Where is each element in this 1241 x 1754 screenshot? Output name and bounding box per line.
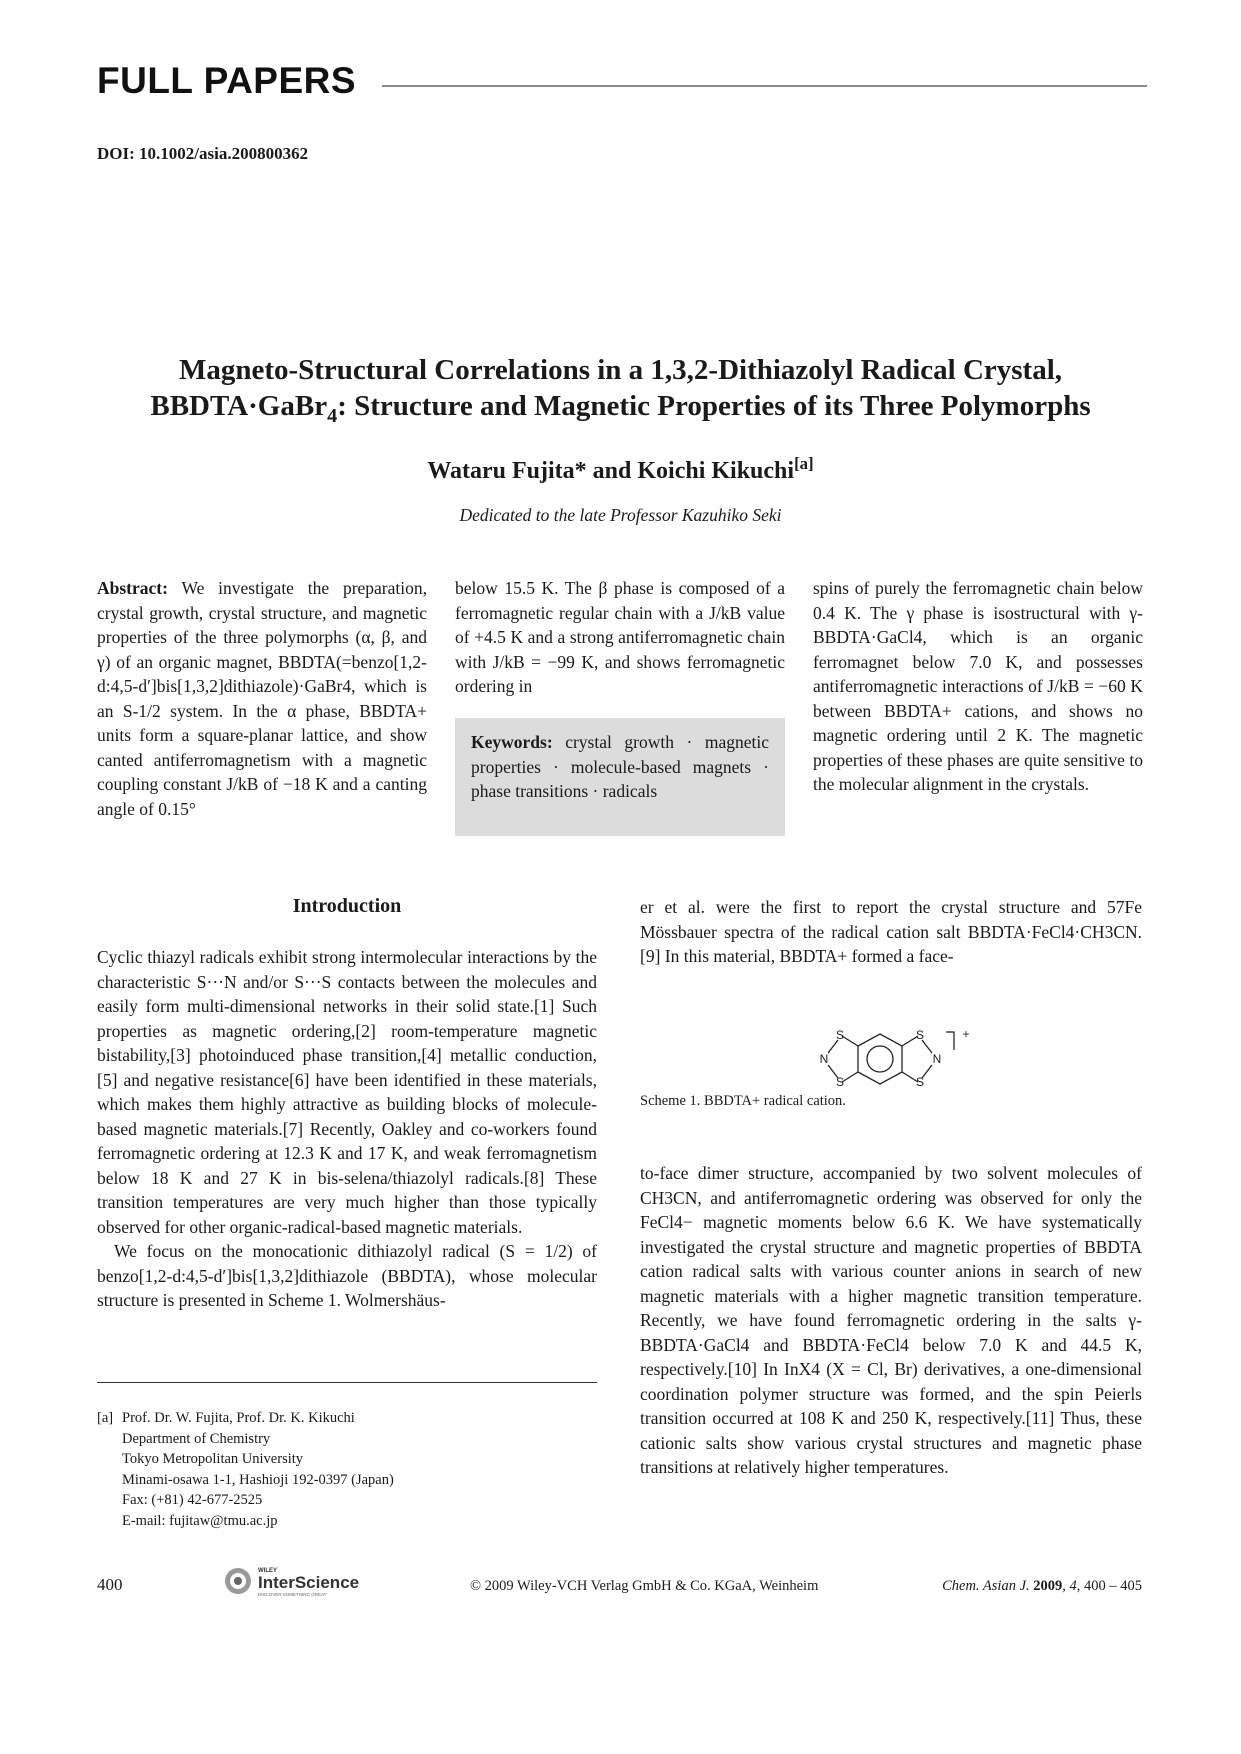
authors (60, 454, 1181, 485)
intro-paragraph-1: Cyclic thiazyl radicals exhibit strong intermolecular interactions by the characteristic S···N and/or S···S contacts between the molecules and easily form multi-dimensional networks in their solid state.[1] Such properties as magnetic ordering,[2] room-temperature magnetic bistability,[3] photoinduced phase transition,[4] metallic conduction,[5] and negative resistance[6] have been identified in these materials, which makes them highly attractive as building blocks of molecule-based magnetic materials.[7] Recently, Oakley and co-workers found ferromagnetic ordering at 12.3 K and 17 K, and weak ferromagnetism below 18 K and 27 K in bis-selena/thiazolyl radicals.[8] These transition temperatures are very much higher than those typically observed for other organic-radical-based magnetic materials. (97, 947, 597, 1237)
atom-label: N (819, 1052, 829, 1066)
introduction-column-1 (97, 945, 597, 1313)
keyword-item: radicals (602, 781, 658, 801)
charge-label: + (962, 1027, 970, 1041)
journal-year: 2009 (1033, 1578, 1063, 1594)
logo-main-text: InterScience (258, 1573, 360, 1592)
atom-label: S (835, 1075, 845, 1089)
header-rule (382, 85, 1147, 87)
logo-tagline: DISCOVER SOMETHING GREAT (258, 1592, 327, 1597)
author-affiliation-mark: [a] (794, 454, 814, 473)
copyright: © 2009 Wiley-VCH Verlag GmbH & Co. KGaA, Weinheim (470, 1578, 819, 1594)
title-subscript: 4 (327, 404, 338, 427)
keyword-item: magnetic properties (471, 732, 770, 777)
abstract-text-2: below 15.5 K. The β phase is composed of a ferromagnetic regular chain with a J/kB value of +4.5 K and a strong antiferromagnetic chain with J/kB = −99 K, and shows ferromagnetic ordering in (455, 578, 785, 696)
abstract-text-1: We investigate the preparation, crystal growth, crystal structure, and magnetic properties of the three polymorphs (α, β, and γ) of an organic magnet, BBDTA(=benzo[1,2-d:4,5-d′]bis[1,3,2]dithiazole)·GaBr4, which is an S-1/2 system. In the α phase, BBDTA+ units form a square-planar lattice, and show canted antiferromagnetism with a magnetic coupling constant J/kB of −18 K and a canting angle of 0.15° (97, 578, 427, 819)
page-number: 400 (97, 1575, 123, 1594)
dedication: Dedicated to the late Professor Kazuhiko Seki (459, 505, 782, 525)
title-line-2a: BBDTA·GaBr (150, 390, 328, 422)
title-line-2b: : Structure and Magnetic Properties of its Three Polymorphs (337, 390, 1091, 422)
journal-pages: , 400 – 405 (1076, 1578, 1142, 1594)
journal-reference: Chem. Asian J. 2009, 4, 400 – 405 (942, 1578, 1142, 1594)
footnote-line: Prof. Dr. W. Fujita, Prof. Dr. K. Kikuchi (122, 1410, 355, 1426)
abstract-label: Abstract: (97, 578, 168, 598)
title-line-1: Magneto-Structural Correlations in a 1,3,2-Dithiazolyl Radical Crystal, (178, 354, 1063, 386)
footnote-line: Minami-osawa 1-1, Hashioji 192-0397 (Japan) (122, 1471, 394, 1488)
keyword-item: molecule-based magnets (570, 756, 752, 777)
atom-label: N (932, 1052, 942, 1066)
abstract-text-3: spins of purely the ferromagnetic chain below 0.4 K. The γ phase is isostructural with γ-BBDTA·GaCl4, which is an organic ferromagnet below 7.0 K, and possesses antiferromagnetic interactions of J/kB = −60 K between BBDTA+ cations, and shows no magnetic ordering until 2 K. The magnetic properties of these phases are quite sensitive to the molecular alignment in the crystals. (813, 578, 1143, 794)
introduction-heading: Introduction (292, 895, 402, 917)
intro-column-2-top: er et al. were the first to report the crystal structure and 57Fe Mössbauer spectra of the radical cation salt BBDTA·FeCl4·CH3CN.[9] In this material, BBDTA+ formed a face- (640, 897, 1142, 966)
atom-label: S (915, 1028, 925, 1042)
footnote-rule (97, 1382, 597, 1383)
journal-volume: 4 (1069, 1578, 1077, 1594)
scheme-caption: Scheme 1. BBDTA+ radical cation. (640, 1093, 846, 1109)
section-label: FULL PAPERS (97, 60, 357, 101)
atom-label: S (835, 1028, 845, 1042)
wiley-interscience-logo (222, 1563, 382, 1599)
abstract-column-1 (97, 576, 427, 821)
keywords-box: Keywords: crystal growth · magnetic properties · molecule-based magnets · phase transitions · radicals (455, 718, 785, 836)
keyword-item: phase transitions (471, 781, 589, 801)
footnote-mark: [a] (97, 1410, 114, 1426)
footnote-line: Fax: (+81) 42-677-2525 (122, 1492, 263, 1508)
intro-paragraph-2: We focus on the monocationic dithiazolyl radical (S = 1/2) of benzo[1,2-d:4,5-d′]bis[1,3,2]dithiazole (BBDTA), whose molecular structure is presented in Scheme 1. Wolmershäus- (97, 1241, 597, 1310)
logo-small-text: WILEY (258, 1568, 277, 1574)
keyword-item: crystal growth (565, 732, 674, 752)
journal-name: Chem. Asian J. (942, 1578, 1030, 1594)
intro-column-2-bottom: to-face dimer structure, accompanied by two solvent molecules of CH3CN, and antiferromagnetic ordering was observed for only the FeCl4− magnetic moments below 6.6 K. We have systematically investigated the crystal structure and magnetic properties of BBDTA cation radical salts with various counter anions in search of new magnetic materials with a higher magnetic transition temperature. Recently, we have found ferromagnetic ordering in the salts γ-BBDTA·GaCl4 and BBDTA·FeCl4 below 7.0 K and 44.5 K, respectively.[10] In InX4 (X = Cl, Br) derivatives, a one-dimensional coordination polymer structure was formed, and the spin Peierls transition occurred at 108 K and 250 K, respectively.[11] Thus, these cationic salts show various crystal structures and magnetic phase transitions at relatively higher temperatures. (640, 1163, 1142, 1477)
atom-label: S (915, 1075, 925, 1089)
author-names: Wataru Fujita* and Koichi Kikuchi (427, 458, 795, 484)
bbdta-structure-diagram (810, 1022, 980, 1097)
footnote-line: Tokyo Metropolitan University (122, 1451, 304, 1467)
keywords-label: Keywords: (471, 732, 553, 752)
article-title (60, 352, 1181, 427)
footnote-line: E-mail: fujitaw@tmu.ac.jp (122, 1512, 278, 1529)
doi: DOI: 10.1002/asia.200800362 (97, 144, 309, 163)
footnote-line: Department of Chemistry (122, 1430, 271, 1447)
affiliation-footnote (97, 1408, 394, 1531)
